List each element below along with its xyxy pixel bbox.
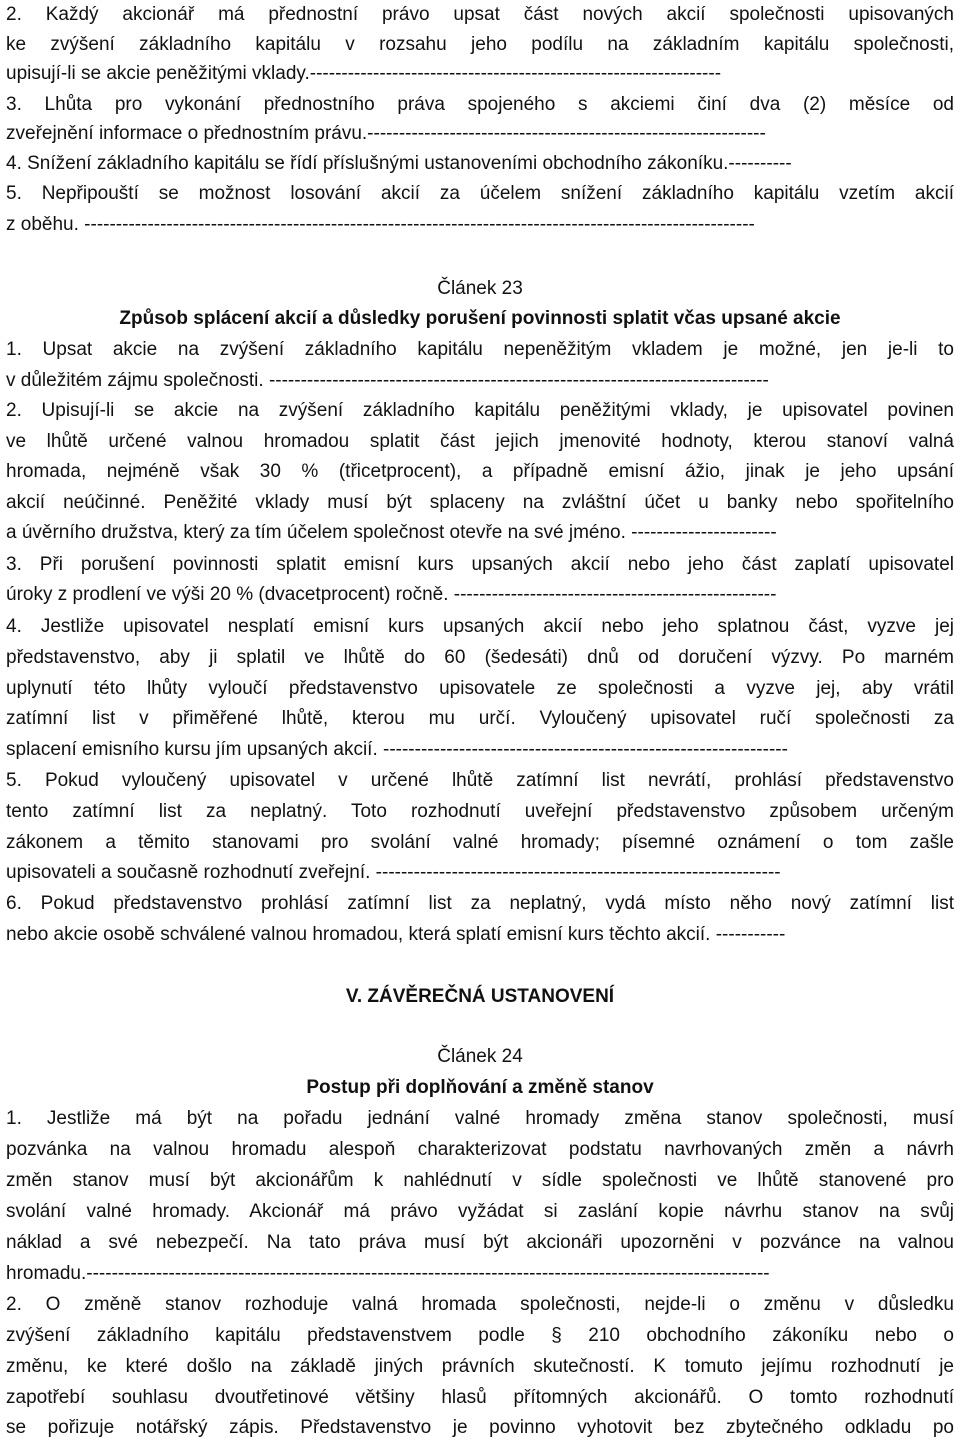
paragraph-line: ke zvýšení základního kapitálu v rozsahu jeho podílu na základním kapitálu společnosti,: [6, 34, 954, 55]
paragraph-line: 5. Pokud vyloučený upisovatel v určené lhůtě zatímní list nevrátí, prohlásí představenstvo: [6, 770, 954, 791]
paragraph-line: 4. Snížení základního kapitálu se řídí příslušnými ustanoveními obchodního zákoníku.----------: [6, 153, 792, 174]
paragraph-line: 3. Při porušení povinnosti splatit emisní kurs upsaných akcií nebo jeho část zaplatí upisovatel: [6, 554, 954, 575]
paragraph-line: upisovateli a současně rozhodnutí zveřejní. ----------------------------------------------------------------: [6, 862, 781, 883]
paragraph-line: 1. Jestliže má být na pořadu jednání valné hromady změna stanov společnosti, musí: [6, 1108, 954, 1129]
paragraph-line: náklad a své nebezpečí. Na tato práva musí být akcionáři upozorněni v pozvánce na valnou: [6, 1232, 954, 1253]
paragraph-line: 2. O změně stanov rozhoduje valná hromada společnosti, nejde-li o změnu v důsledku: [6, 1294, 954, 1315]
paragraph-line: svolání valné hromady. Akcionář má právo vyžádat si zaslání kopie návrhu stanov na svůj: [6, 1201, 954, 1222]
paragraph-line: 3. Lhůta pro vykonání přednostního práva spojeného s akciemi činí dva (2) měsíce od: [6, 94, 954, 115]
paragraph-line: hromadu.------------------------------------------------------------------------------------------------------------: [6, 1263, 770, 1284]
paragraph-line: zveřejnění informace o přednostním právu.---------------------------------------------------------------: [6, 123, 766, 144]
article-number: Článek 23: [437, 278, 523, 299]
paragraph-line: a úvěrního družstva, který za tím účelem společnost otevře na své jméno. -----------------------: [6, 522, 777, 543]
paragraph-line: představenstvo, aby ji splatil ve lhůtě do 60 (šedesáti) dnů od doručení výzvy. Po marném: [6, 647, 954, 668]
paragraph-line: z oběhu. ----------------------------------------------------------------------------------------------------------: [6, 214, 755, 235]
paragraph-line: pozvánka na valnou hromadu alespoň charakterizovat podstatu navrhovaných změn a návrh: [6, 1139, 954, 1160]
paragraph-line: 2. Každý akcionář má přednostní právo upsat část nových akcií společnosti upisovaných: [6, 4, 954, 25]
article-number: Článek 24: [437, 1046, 523, 1067]
section-heading: V. ZÁVĚREČNÁ USTANOVENÍ: [345, 986, 615, 1007]
paragraph-line: v důležitém zájmu společnosti. -------------------------------------------------------------------------------: [6, 370, 769, 391]
paragraph-line: tento zatímní list za neplatný. Toto rozhodnutí uveřejní představenstvo způsobem určeným: [6, 801, 954, 822]
paragraph-line: změnu, ke které došlo na základě jiných právních skutečností. K tomuto jejímu rozhodnutí je: [6, 1356, 954, 1377]
paragraph-line: splacení emisního kursu jím upsaných akcií. ----------------------------------------------------------------: [6, 739, 788, 760]
paragraph-line: 2. Upisují-li se akcie na zvýšení základního kapitálu peněžitými vklady, je upisovatel povinen: [6, 400, 954, 421]
paragraph-line: ve lhůtě určené valnou hromadou splatit část jejich jmenovité hodnoty, kterou stanoví valná: [6, 431, 954, 452]
paragraph-line: 4. Jestliže upisovatel nesplatí emisní kurs upsaných akcií nebo jeho splatnou část, vyzve jej: [6, 616, 954, 637]
paragraph-line: uplynutí této lhůty vyloučí představenstvo upisovatele ze společnosti a vyzve jej, aby vrátil: [6, 678, 954, 699]
paragraph-line: hromada, nejméně však 30 % (třicetprocent), a případně emisní ážio, jinak je jeho upsání: [6, 461, 954, 482]
paragraph-line: 6. Pokud představenstvo prohlásí zatímní list za neplatný, vydá místo něho nový zatímní list: [6, 893, 954, 914]
article-title: Způsob splácení akcií a důsledky porušení povinnosti splatit včas upsané akcie: [119, 308, 841, 329]
paragraph-line: nebo akcie osobě schválené valnou hromadou, která splatí emisní kurs těchto akcií. -----------: [6, 924, 786, 945]
paragraph-line: úroky z prodlení ve výši 20 % (dvacetprocent) ročně. ---------------------------------------------------: [6, 584, 777, 605]
paragraph-line: 1. Upsat akcie na zvýšení základního kapitálu nepeněžitým vkladem je možné, jen je-li to: [6, 339, 954, 360]
article-title: Postup při doplňování a změně stanov: [306, 1077, 654, 1098]
paragraph-line: zatímní list v přiměřené lhůtě, kterou mu určí. Vyloučený upisovatel ručí společnosti za: [6, 708, 954, 729]
paragraph-line: změn stanov musí být akcionářům k nahlédnutí v sídle společnosti ve lhůtě stanovené pro: [6, 1170, 954, 1191]
paragraph-line: se pořizuje notářský zápis. Představenstvo je povinno vyhotovit bez zbytečného odkladu po: [6, 1417, 954, 1438]
paragraph-line: 5. Nepřipouští se možnost losování akcií za účelem snížení základního kapitálu vzetím akcií: [6, 183, 954, 204]
paragraph-line: akcií neúčinné. Peněžité vklady musí být splaceny na zvláštní účet u banky nebo spořitelního: [6, 492, 954, 513]
paragraph-line: zákonem a těmito stanovami pro svolání valné hromady; písemné oznámení o tom zašle: [6, 832, 954, 853]
paragraph-line: zvýšení základního kapitálu představenstvem podle § 210 obchodního zákoníku nebo o: [6, 1325, 954, 1346]
paragraph-line: upisují-li se akcie peněžitými vklady.-----------------------------------------------------------------: [6, 63, 722, 84]
paragraph-line: zapotřebí souhlasu dvoutřetinové většiny hlasů přítomných akcionářů. O tomto rozhodnutí: [6, 1387, 954, 1408]
